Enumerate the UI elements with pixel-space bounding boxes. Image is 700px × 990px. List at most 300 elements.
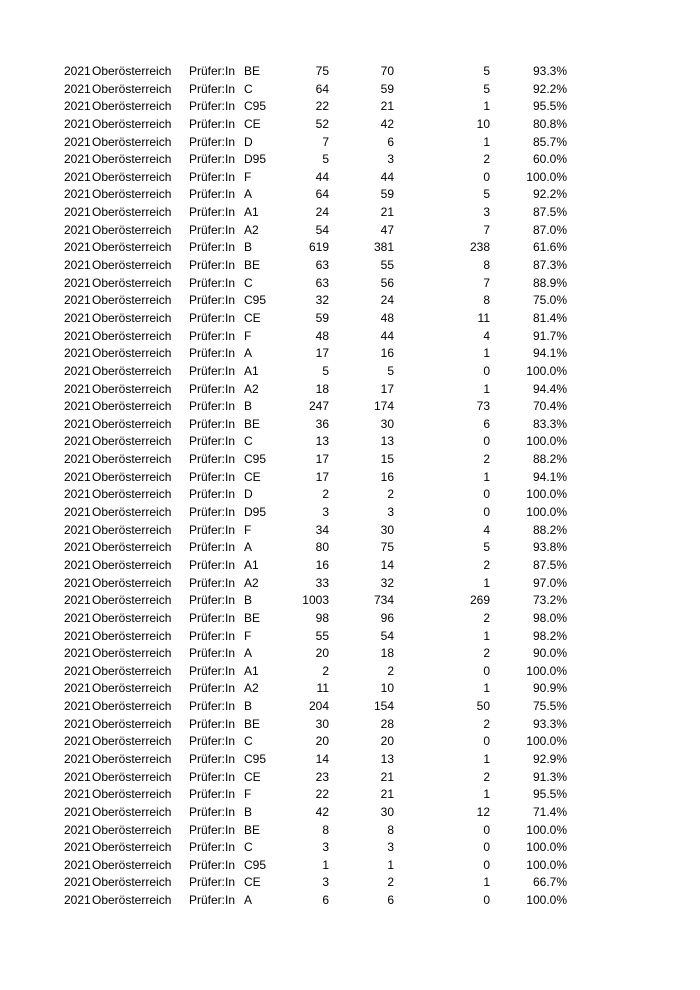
year-cell: 2021 [64,734,91,749]
year-cell: 2021 [64,81,91,96]
role-cell: Prüfer:In [189,646,236,661]
table-row [0,381,700,399]
year-cell: 2021 [64,293,91,308]
failed-count-cell: 5 [483,64,490,78]
year-cell: 2021 [64,628,91,643]
passed-count-cell: 734 [373,593,394,608]
year-cell: 2021 [64,187,91,202]
table-row [0,751,700,769]
total-count-cell: 64 [315,81,329,96]
year-cell: 2021 [64,99,91,114]
license-class-cell: D95 [244,505,267,520]
pass-rate-cell: 94.1% [532,469,567,484]
total-count-cell: 247 [308,399,329,414]
table-row [0,169,700,187]
pass-rate-cell: 95.5% [532,99,567,114]
passed-count-cell: 3 [387,152,394,167]
failed-count-cell: 2 [483,610,490,625]
license-class-cell: F [244,169,252,184]
pass-rate-cell: 93.3% [532,64,567,78]
region-cell: Oberösterreich [92,64,172,78]
role-cell: Prüfer:In [189,487,236,502]
license-class-cell: CE [244,116,261,131]
pass-rate-cell: 92.2% [532,187,567,202]
total-count-cell: 5 [322,363,329,378]
table-row [0,839,700,857]
region-cell: Oberösterreich [92,187,172,202]
region-cell: Oberösterreich [92,646,172,661]
passed-count-cell: 59 [380,187,394,202]
table-row [0,892,700,910]
total-count-cell: 17 [315,469,329,484]
failed-count-cell: 12 [476,804,490,819]
license-class-cell: A [244,646,253,661]
total-count-cell: 2 [322,487,329,502]
passed-count-cell: 13 [380,751,394,766]
table-row [0,539,700,557]
region-cell: Oberösterreich [92,381,172,396]
year-cell: 2021 [64,328,91,343]
license-class-cell: B [244,804,253,819]
license-class-cell: A1 [244,663,259,678]
failed-count-cell: 2 [483,769,490,784]
role-cell: Prüfer:In [189,610,236,625]
table-row [0,363,700,381]
failed-count-cell: 5 [483,81,490,96]
role-cell: Prüfer:In [189,275,236,290]
year-cell: 2021 [64,205,91,220]
pass-rate-cell: 87.3% [532,258,567,273]
total-count-cell: 5 [322,152,329,167]
failed-count-cell: 2 [483,452,490,467]
role-cell: Prüfer:In [189,240,236,255]
total-count-cell: 54 [315,222,329,237]
pass-rate-cell: 100.0% [526,893,567,908]
license-class-cell: C [244,840,253,855]
data-table [0,63,700,910]
role-cell: Prüfer:In [189,64,236,78]
region-cell: Oberösterreich [92,293,172,308]
table-row [0,610,700,628]
role-cell: Prüfer:In [189,205,236,220]
region-cell: Oberösterreich [92,663,172,678]
passed-count-cell: 21 [380,99,394,114]
license-class-cell: A [244,187,253,202]
role-cell: Prüfer:In [189,593,236,608]
pass-rate-cell: 70.4% [532,399,567,414]
year-cell: 2021 [64,663,91,678]
license-class-cell: CE [244,769,261,784]
region-cell: Oberösterreich [92,416,172,431]
region-cell: Oberösterreich [92,522,172,537]
role-cell: Prüfer:In [189,399,236,414]
failed-count-cell: 0 [483,487,490,502]
year-cell: 2021 [64,64,91,78]
pass-rate-cell: 80.8% [532,116,567,131]
total-count-cell: 1003 [302,593,329,608]
passed-count-cell: 30 [380,416,394,431]
total-count-cell: 20 [315,734,329,749]
table-row [0,522,700,540]
role-cell: Prüfer:In [189,134,236,149]
passed-count-cell: 44 [380,328,394,343]
role-cell: Prüfer:In [189,116,236,131]
pass-rate-cell: 100.0% [526,363,567,378]
table-row [0,451,700,469]
failed-count-cell: 1 [483,469,490,484]
license-class-cell: A2 [244,381,259,396]
role-cell: Prüfer:In [189,152,236,167]
year-cell: 2021 [64,469,91,484]
table-row [0,857,700,875]
role-cell: Prüfer:In [189,787,236,802]
passed-count-cell: 3 [387,505,394,520]
failed-count-cell: 5 [483,187,490,202]
license-class-cell: B [244,593,253,608]
total-count-cell: 11 [316,681,329,696]
failed-count-cell: 8 [483,258,490,273]
role-cell: Prüfer:In [189,328,236,343]
total-count-cell: 33 [315,575,329,590]
pass-rate-cell: 61.6% [532,240,567,255]
total-count-cell: 204 [308,699,329,714]
pass-rate-cell: 91.7% [532,328,567,343]
region-cell: Oberösterreich [92,134,172,149]
total-count-cell: 23 [315,769,329,784]
passed-count-cell: 96 [380,610,394,625]
table-row [0,822,700,840]
year-cell: 2021 [64,134,91,149]
region-cell: Oberösterreich [92,363,172,378]
region-cell: Oberösterreich [92,751,172,766]
total-count-cell: 2 [322,663,329,678]
license-class-cell: C [244,434,253,449]
year-cell: 2021 [64,363,91,378]
year-cell: 2021 [64,557,91,572]
table-row [0,292,700,310]
table-row [0,716,700,734]
year-cell: 2021 [64,751,91,766]
region-cell: Oberösterreich [92,116,172,131]
license-class-cell: BE [244,416,261,431]
role-cell: Prüfer:In [189,81,236,96]
pass-rate-cell: 88.9% [532,275,567,290]
total-count-cell: 42 [315,804,329,819]
pass-rate-cell: 87.5% [532,205,567,220]
passed-count-cell: 6 [387,893,394,908]
failed-count-cell: 7 [483,275,490,290]
pass-rate-cell: 100.0% [526,822,567,837]
pass-rate-cell: 100.0% [526,857,567,872]
license-class-cell: C95 [244,452,267,467]
failed-count-cell: 1 [483,346,490,361]
table-row [0,575,700,593]
region-cell: Oberösterreich [92,81,172,96]
total-count-cell: 36 [315,416,329,431]
passed-count-cell: 54 [380,628,394,643]
pass-rate-cell: 91.3% [532,769,567,784]
pass-rate-cell: 98.0% [532,610,567,625]
passed-count-cell: 174 [373,399,394,414]
failed-count-cell: 6 [483,416,490,431]
pass-rate-cell: 83.3% [532,416,567,431]
region-cell: Oberösterreich [92,804,172,819]
pass-rate-cell: 71.4% [532,804,567,819]
table-row [0,186,700,204]
failed-count-cell: 0 [483,169,490,184]
passed-count-cell: 21 [380,787,394,802]
failed-count-cell: 5 [483,540,490,555]
passed-count-cell: 21 [380,205,394,220]
failed-count-cell: 73 [476,399,490,414]
passed-count-cell: 70 [380,64,394,78]
failed-count-cell: 4 [483,328,490,343]
year-cell: 2021 [64,434,91,449]
license-class-cell: CE [244,310,261,325]
total-count-cell: 32 [315,293,329,308]
role-cell: Prüfer:In [189,522,236,537]
region-cell: Oberösterreich [92,240,172,255]
pass-rate-cell: 97.0% [532,575,567,590]
role-cell: Prüfer:In [189,505,236,520]
total-count-cell: 22 [315,787,329,802]
failed-count-cell: 50 [476,699,490,714]
role-cell: Prüfer:In [189,822,236,837]
pass-rate-cell: 66.7% [532,875,567,890]
passed-count-cell: 55 [380,258,394,273]
passed-count-cell: 15 [380,452,394,467]
year-cell: 2021 [64,169,91,184]
role-cell: Prüfer:In [189,893,236,908]
pass-rate-cell: 75.0% [532,293,567,308]
role-cell: Prüfer:In [189,804,236,819]
failed-count-cell: 10 [476,116,490,131]
table-row [0,416,700,434]
license-class-cell: A [244,893,253,908]
pass-rate-cell: 98.2% [532,628,567,643]
year-cell: 2021 [64,452,91,467]
license-class-cell: C [244,275,253,290]
license-class-cell: CE [244,875,261,890]
region-cell: Oberösterreich [92,258,172,273]
region-cell: Oberösterreich [92,822,172,837]
region-cell: Oberösterreich [92,452,172,467]
total-count-cell: 14 [315,751,329,766]
passed-count-cell: 48 [380,310,394,325]
pass-rate-cell: 88.2% [532,522,567,537]
pass-rate-cell: 92.9% [532,751,567,766]
license-class-cell: A2 [244,222,259,237]
passed-count-cell: 6 [387,134,394,149]
region-cell: Oberösterreich [92,557,172,572]
failed-count-cell: 0 [483,734,490,749]
total-count-cell: 55 [315,628,329,643]
table-row [0,469,700,487]
region-cell: Oberösterreich [92,857,172,872]
pass-rate-cell: 100.0% [526,169,567,184]
role-cell: Prüfer:In [189,751,236,766]
passed-count-cell: 16 [380,469,394,484]
region-cell: Oberösterreich [92,628,172,643]
role-cell: Prüfer:In [189,663,236,678]
license-class-cell: C95 [244,751,267,766]
license-class-cell: D [244,134,253,149]
license-class-cell: B [244,240,253,255]
year-cell: 2021 [64,840,91,855]
passed-count-cell: 75 [380,540,394,555]
region-cell: Oberösterreich [92,769,172,784]
pass-rate-cell: 100.0% [526,505,567,520]
passed-count-cell: 154 [373,699,394,714]
license-class-cell: B [244,699,253,714]
role-cell: Prüfer:In [189,769,236,784]
license-class-cell: C [244,81,253,96]
region-cell: Oberösterreich [92,487,172,502]
role-cell: Prüfer:In [189,681,236,696]
license-class-cell: BE [244,64,261,78]
table-row [0,680,700,698]
region-cell: Oberösterreich [92,205,172,220]
total-count-cell: 63 [315,258,329,273]
table-row [0,733,700,751]
table-row [0,486,700,504]
region-cell: Oberösterreich [92,152,172,167]
failed-count-cell: 2 [483,716,490,731]
failed-count-cell: 0 [483,434,490,449]
table-row [0,328,700,346]
failed-count-cell: 0 [483,363,490,378]
role-cell: Prüfer:In [189,258,236,273]
total-count-cell: 6 [322,893,329,908]
year-cell: 2021 [64,699,91,714]
role-cell: Prüfer:In [189,187,236,202]
region-cell: Oberösterreich [92,310,172,325]
region-cell: Oberösterreich [92,99,172,114]
passed-count-cell: 17 [380,381,394,396]
passed-count-cell: 14 [380,557,394,572]
table-row [0,663,700,681]
region-cell: Oberösterreich [92,716,172,731]
total-count-cell: 75 [315,64,329,78]
table-row [0,151,700,169]
region-cell: Oberösterreich [92,540,172,555]
pass-rate-cell: 92.2% [532,81,567,96]
role-cell: Prüfer:In [189,840,236,855]
passed-count-cell: 16 [380,346,394,361]
year-cell: 2021 [64,152,91,167]
failed-count-cell: 8 [483,293,490,308]
year-cell: 2021 [64,505,91,520]
year-cell: 2021 [64,346,91,361]
table-row [0,786,700,804]
passed-count-cell: 2 [387,663,394,678]
license-class-cell: A1 [244,557,259,572]
license-class-cell: A [244,540,253,555]
failed-count-cell: 1 [483,99,490,114]
region-cell: Oberösterreich [92,593,172,608]
failed-count-cell: 4 [483,522,490,537]
year-cell: 2021 [64,893,91,908]
failed-count-cell: 0 [483,505,490,520]
role-cell: Prüfer:In [189,699,236,714]
passed-count-cell: 20 [380,734,394,749]
region-cell: Oberösterreich [92,893,172,908]
table-row [0,504,700,522]
role-cell: Prüfer:In [189,222,236,237]
total-count-cell: 64 [315,187,329,202]
license-class-cell: B [244,399,253,414]
table-row [0,698,700,716]
role-cell: Prüfer:In [189,734,236,749]
pass-rate-cell: 90.0% [532,646,567,661]
table-row [0,345,700,363]
total-count-cell: 16 [315,557,329,572]
table-row [0,81,700,99]
year-cell: 2021 [64,593,91,608]
pass-rate-cell: 100.0% [526,487,567,502]
year-cell: 2021 [64,822,91,837]
table-row [0,275,700,293]
passed-count-cell: 44 [380,169,394,184]
failed-count-cell: 3 [483,205,490,220]
license-class-cell: A1 [244,205,259,220]
total-count-cell: 30 [315,716,329,731]
passed-count-cell: 1 [387,857,394,872]
pass-rate-cell: 73.2% [532,593,567,608]
total-count-cell: 20 [315,646,329,661]
total-count-cell: 22 [315,99,329,114]
role-cell: Prüfer:In [189,434,236,449]
table-row [0,310,700,328]
region-cell: Oberösterreich [92,328,172,343]
failed-count-cell: 2 [483,557,490,572]
role-cell: Prüfer:In [189,346,236,361]
total-count-cell: 619 [308,240,329,255]
role-cell: Prüfer:In [189,857,236,872]
table-row [0,134,700,152]
failed-count-cell: 1 [483,681,490,696]
role-cell: Prüfer:In [189,628,236,643]
failed-count-cell: 7 [483,222,490,237]
table-row [0,239,700,257]
passed-count-cell: 56 [380,275,394,290]
license-class-cell: A [244,346,253,361]
total-count-cell: 17 [315,452,329,467]
year-cell: 2021 [64,258,91,273]
passed-count-cell: 2 [387,487,394,502]
failed-count-cell: 1 [483,628,490,643]
passed-count-cell: 42 [380,116,394,131]
failed-count-cell: 2 [483,152,490,167]
pass-rate-cell: 85.7% [532,134,567,149]
region-cell: Oberösterreich [92,469,172,484]
region-cell: Oberösterreich [92,575,172,590]
passed-count-cell: 30 [380,804,394,819]
passed-count-cell: 59 [380,81,394,96]
year-cell: 2021 [64,787,91,802]
passed-count-cell: 24 [380,293,394,308]
license-class-cell: C95 [244,293,267,308]
total-count-cell: 24 [315,205,329,220]
pass-rate-cell: 87.0% [532,222,567,237]
year-cell: 2021 [64,875,91,890]
failed-count-cell: 1 [483,787,490,802]
pass-rate-cell: 100.0% [526,840,567,855]
year-cell: 2021 [64,381,91,396]
role-cell: Prüfer:In [189,416,236,431]
failed-count-cell: 238 [469,240,490,255]
role-cell: Prüfer:In [189,557,236,572]
